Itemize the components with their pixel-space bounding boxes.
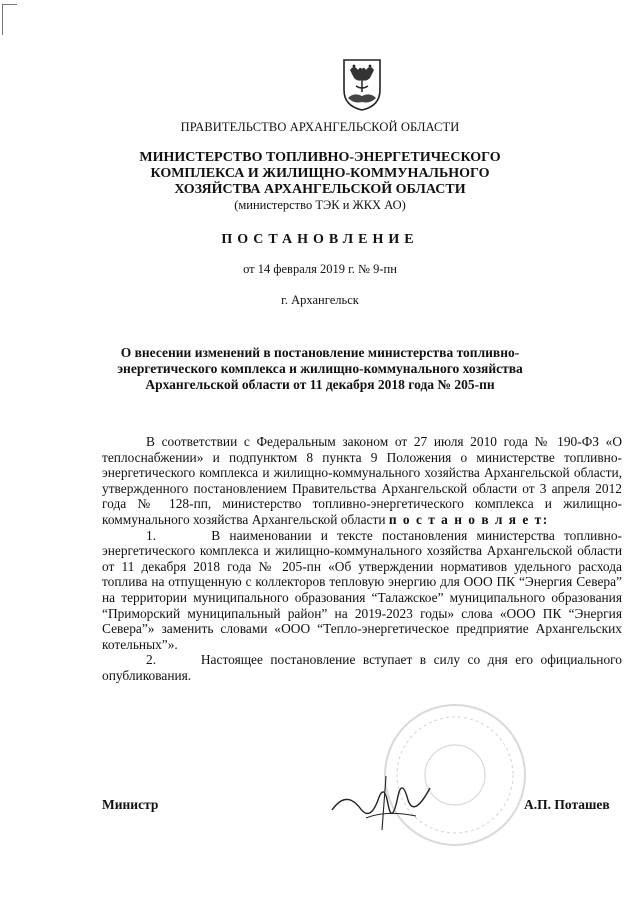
item-number: 2. bbox=[146, 652, 157, 668]
document-body bbox=[102, 434, 622, 684]
subject-line: О внесении изменений в постановление министерства топливно- bbox=[120, 345, 520, 360]
document-type: ПОСТАНОВЛЕНИЕ bbox=[221, 232, 419, 247]
item-1-paragraph bbox=[102, 528, 622, 653]
scan-corner-mark bbox=[2, 4, 17, 35]
item-number: 1. bbox=[146, 527, 157, 543]
preamble-paragraph bbox=[102, 434, 622, 528]
subject-line: энергетического комплекса и жилищно-коммунального хозяйства bbox=[117, 361, 523, 376]
resolves-word: п о с т а н о в л я е т: bbox=[388, 511, 549, 527]
handwritten-signature-icon bbox=[326, 770, 436, 834]
document-subject bbox=[0, 345, 640, 393]
ministry-line: КОМПЛЕКСА И ЖИЛИЩНО-КОММУНАЛЬНОГО bbox=[150, 166, 490, 181]
ministry-name bbox=[0, 150, 640, 198]
signer-name: А.П. Поташев bbox=[524, 797, 610, 812]
item-2-paragraph bbox=[102, 652, 622, 683]
item-2-text: Настоящее постановление вступает в силу со дня его официального опубликования. bbox=[102, 652, 622, 683]
subject-line: Архангельской области от 11 декабря 2018 года № 205-пн bbox=[145, 377, 495, 392]
signer-title: Министр bbox=[102, 797, 159, 812]
document-city: г. Архангельск bbox=[281, 293, 359, 307]
preamble-text: В соответствии с Федеральным законом от 27 июля 2010 года № 190-ФЗ «О теплоснабжении» и подпунктом 8 пункта 9 Положения о министерстве топливно-энергетического комплекса и жилищно-коммунального хозяйства Архангельской области, утвержденного постановлением Правительства Архангельской области от 3 апреля 2012 года № 128-пп, министерство топливно-энергетического комплекса и жилищно-коммунального хозяйства Архангельской области bbox=[102, 434, 622, 527]
ministry-line: ХОЗЯЙСТВА АРХАНГЕЛЬСКОЙ ОБЛАСТИ bbox=[174, 182, 466, 197]
coat-of-arms-icon bbox=[340, 56, 384, 112]
ministry-abbreviation: (министерство ТЭК и ЖКХ АО) bbox=[234, 198, 406, 212]
government-name: ПРАВИТЕЛЬСТВО АРХАНГЕЛЬСКОЙ ОБЛАСТИ bbox=[180, 120, 460, 134]
item-1-text: В наименовании и тексте постановления министерства топливно-энергетического комплекса и жилищно-коммунального хозяйства Архангельской области от 11 декабря 2018 года № 205-пн «Об утверждении нормативов удельного расхода топлива на отпущенную с коллекторов тепловую энергию для ООО ПК “Энергия Севера” на территории муниципального образования “Талажское” муниципального образования “Приморский муниципальный район” на 2019-2023 годы» слова «ООО ПК “Энергия Севера”» заменить словами «ООО “Тепло-энергетическое предприятие Архангельских котельных”». bbox=[102, 527, 622, 652]
ministry-line: МИНИСТЕРСТВО ТОПЛИВНО-ЭНЕРГЕТИЧЕСКОГО bbox=[139, 150, 501, 165]
document-date-number: от 14 февраля 2019 г. № 9-пн bbox=[243, 262, 397, 276]
